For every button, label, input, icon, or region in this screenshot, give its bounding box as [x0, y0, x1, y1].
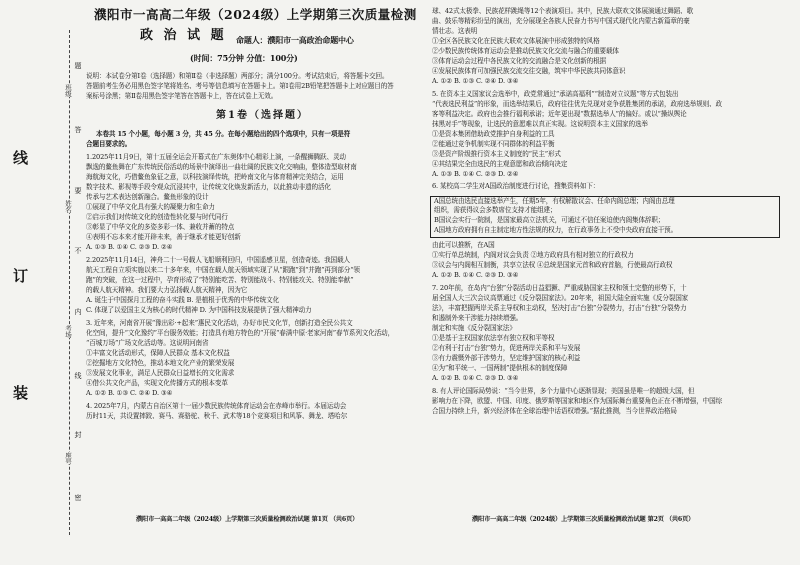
- question-line: 制定和实施《反分裂国家法》: [432, 324, 516, 332]
- gutter-word: 装: [11, 385, 29, 402]
- gutter-label: 密: [74, 494, 82, 501]
- gutter-label: 封: [74, 431, 82, 438]
- question-line: 球、42式太极拳、民族花样跳绳等12个表演项目。其中，民族大联欢文体展演通过舞蹈、歌: [432, 7, 694, 15]
- option-line: ③彰显了中华文化的多姿多彩一体、兼收并蓄的特点: [86, 223, 235, 231]
- section-intro: 合题目要求的。: [86, 140, 132, 148]
- option-line: ②有利于打击“台独”势力，促进两岸关系和平与发展: [432, 344, 581, 352]
- answer-choices: C. 体现了以爱国主义为核心的时代精神 D. 为中国科技发展提供了强大精神动力: [86, 306, 312, 314]
- answer-choices: A. ①③ B. ①④ C. ②③ D. ②④: [432, 170, 519, 178]
- section-intro: 本卷共 15 个小题，每小题 3 分，共 45 分。在每小题给出的四个选项中，只有一项是符: [96, 130, 351, 138]
- option-line: ③是资产阶级推行资本主义制度的“民主”形式: [432, 150, 561, 158]
- option-line: ①全区各民族文化在民族大联欢文体展演中形成独特的风格: [432, 37, 600, 45]
- binding-gutter: [0, 0, 80, 565]
- gutter-field: 座号: [64, 452, 72, 465]
- gutter-field: 考场: [64, 325, 72, 338]
- question-line: 3. 近年来，河南省开展“豫出彩·+起来”惠民文化活动，办好市民文化节，创新打造全民公共文: [86, 319, 353, 327]
- instruction-line: 答题前考生务必用黑色签字笔将姓名、考号等信息填写在答题卡上。第Ⅰ卷用2B铅笔把答题卡上对应题目的答: [86, 82, 394, 90]
- gutter-word: 订: [11, 268, 29, 285]
- question-line: 曲、鼓乐等精彩纷呈的演出，充分展现全各族人民奋力书写中国式现代化内蒙古新篇章的豪: [432, 17, 690, 25]
- option-line: ②能通过竞争机制实现不同群体的利益平衡: [432, 140, 555, 148]
- option-line: ④为“和平统一、一国两制”提供根本的制度保障: [432, 364, 568, 372]
- option-line: ①丰富文化活动形式，保障人民群众 基本文化权益: [86, 349, 230, 357]
- section-title: 第1卷（选择题）: [216, 110, 309, 121]
- exam-meta: (时间：75分钟 分值：100分): [190, 53, 298, 63]
- question-line: 届全国人大三次会议高票通过《反分裂国家法》。20年来，祖国大陆全面实施《反分裂国家: [432, 294, 689, 302]
- question-line: 4. 2025年7月，内蒙古自治区第十一届少数民族传统体育运动会在赤峰市举行。本届运动会: [86, 402, 347, 410]
- gutter-label: 线: [74, 372, 82, 379]
- instruction-line: 案标号涂黑；第Ⅱ卷用黑色签字笔答在答题卡上，答在试卷上无效。: [86, 92, 278, 100]
- option-line: ①是资本集团借助政党推护自身利益的工具: [432, 130, 555, 138]
- question-line: 2.2025年11月14日，神舟二十一号载人飞船顺利回归，中国遥感卫星，创造奇迹。我国载人: [86, 256, 350, 264]
- answer-choices: A. ①③ B. ①④ C. ②③ D. ②④: [86, 243, 173, 251]
- material-line: B国议会实行一院制，是国家最高立法机关，可通过不信任案迫使内阁集体辞职；: [434, 216, 665, 224]
- gutter-field: 姓名: [64, 200, 72, 213]
- question-line: 6. 某校高二学生对A国政治制度进行讨论，搜集资料如下：: [432, 182, 600, 190]
- answer-choices: A. ①② B. ①③ C. ②④ D. ③④: [86, 389, 173, 397]
- material-line: 组织，需获得议会多数席位支持才能组建；: [434, 206, 557, 214]
- option-line: ③有力震慑外部干涉势力，坚定维护国家的核心利益: [432, 354, 581, 362]
- question-line: 跑”的突破，在这一过程中，孕育形成了“特别能吃苦、特别能战斗、特别能攻关、特别能奉献”: [86, 276, 354, 284]
- answer-choices: A. ①② B. ①④ C. ②③ D. ③④: [432, 374, 519, 382]
- question-line: 航天工程自立项实施以来二十多年来，中国在载人航天领域实现了从“跟跑”到“并跑”再到部分“领: [86, 266, 360, 274]
- answer-choices: A. ①② B. ①③ C. ②④ D. ③④: [432, 77, 519, 85]
- gutter-label: 不: [74, 247, 82, 254]
- question-line: 化空间，提升“文化豫约”平台服务效能；打造具有地方特色的“开展“春满中原·老家河南”春节系列文化活动，: [86, 329, 395, 337]
- option-line: ②启示我们对传统文化的创造性转化要与时代同行: [86, 213, 228, 221]
- option-line: ③议会与内阁相互制衡，共享立法权 ④总统是国家元首和政府首脑，行使最高行政权: [432, 261, 673, 269]
- option-line: ④发展民族体育可加强民族交流交往交融，筑牢中华民族共同体意识: [432, 67, 626, 75]
- question-line: 海航海文化，巧借鳌鱼象征之意，以科技演绎传统，把岭南文化与体育精神完美结合，运用: [86, 173, 344, 181]
- option-line: ①实行单总统制，内阁对议会负责 ②地方政府具有相对独立的行政权力: [432, 251, 634, 259]
- option-line: ④借公共文化产品，实现文化传播方式的根本变革: [86, 379, 228, 387]
- option-line: ④表明不忘本来才能开辟未来，善于继承才能更好创新: [86, 233, 241, 241]
- question-line: 的载人航天精神。我们要大力弘扬载人航天精神，因为它: [86, 286, 248, 294]
- option-line: ②挖掘地方文化特色，推动本地文化产业的繁荣发展: [86, 359, 235, 367]
- exam-title: 濮阳市一高高二年级（2024级）上学期第三次质量检测: [94, 7, 417, 22]
- material-line: A国总统由选民直接选举产生，任期5年，有权解散议会、任命内阁总理；内阁由总理: [434, 197, 675, 205]
- question-line: 法》，丰富把握两岸关系主导权和主动权，坚决打击“台独”分裂势力，打击“台独”分裂势力: [432, 304, 687, 312]
- page-footer: 濮阳市一高高二年级（2024级）上学期第三次质量检测政治试题 第1页 （共6页）: [136, 516, 359, 523]
- material-line: A国地方政府拥有自主制定地方性法规的权力，在行政事务上不受中央政府直接干预。: [434, 226, 678, 234]
- option-line: ②少数民族传统体育运动会是推动民族文化交流与融合的重要载体: [432, 47, 619, 55]
- question-line: 合国力持续上升，新兴经济体在全球治理中话语权增强。”据此推测，当今世界政治格局: [432, 407, 677, 415]
- question-line: 历时11天，共设置摔跤、赛马、赛骆驼、秋千、武术等18个竞赛项目和风筝、舞龙、塔哈尔: [86, 412, 348, 420]
- option-line: ③发展文化事业，满足人民群众日益增长的文化需求: [86, 369, 235, 377]
- gutter-label: 内: [74, 308, 82, 315]
- gutter-label: 题: [74, 62, 82, 69]
- question-line: 情壮志。这表明: [432, 27, 478, 35]
- question-line: 飘逸的鳌鱼舞在广东传统民俗活动的场景中演绎出一曲壮阔的民族文化交响曲，整体造型取材南: [86, 163, 357, 171]
- gutter-label: 答: [74, 126, 82, 133]
- option-line: ④其结果完全由选民的主观意愿和政治倾向决定: [432, 160, 568, 168]
- instruction-line: 说明：本试卷分第Ⅰ卷（选择题）和第Ⅱ卷（非选择题）两部分；满分100分。考试结束后，将答题卡交回。: [86, 72, 389, 80]
- option-line: ①是基于主权国家依法享有独立权和平等权: [432, 334, 555, 342]
- subject-title: 政 治 试 题: [140, 28, 227, 43]
- question-line: “代表选民利益”的形象，而选举结果后，政府往往优先兑现对竞争获胜集团的承诺，政府选举规则、政: [432, 100, 722, 108]
- answer-choices: A. 诞生于中国探月工程的奋斗实践 B. 是植根于优秀的中华传统文化: [86, 296, 280, 304]
- question-line: 数字技术、影视等手段令观众沉浸其中，让传统文化焕发新活力，以此推动非遗的活化: [86, 183, 331, 191]
- gutter-word: 线: [11, 150, 29, 167]
- answer-choices: A. ①② B. ①④ C. ②③ D. ③④: [432, 271, 519, 279]
- gutter-field: 班级: [64, 84, 72, 97]
- question-line: “百城万场”广场文化活动等。这说明河南省: [86, 339, 209, 347]
- question-line: 1.2025年11月9日，第十五届全运会开幕式在广东奥体中心精彩上演，一条醒狮腾跃、灵动: [86, 153, 346, 161]
- question-line: 传承与艺术表达创新融合。鳌鱼形象的设计: [86, 193, 209, 201]
- page-footer: 濮阳市一高高二年级（2024级）上学期第三次质量检测政治试题 第2页 （共6页）: [472, 516, 695, 523]
- question-line: 5. 在资本主义国家议会选举中，政党常通过“承诺高福利”“制造对立议题”等方式包装出: [432, 90, 679, 98]
- question-line: 和遏制外来干涉能力持续增强。: [432, 314, 523, 322]
- question-line: 客等利益决定。政府也会推行福利承诺；近年更出现“数据选举人”的偏好。或以“操纵舆论: [432, 110, 687, 118]
- option-line: ①展现了中华文化具有强大的凝聚力和生命力: [86, 203, 215, 211]
- question-line: 7. 20年前，在岛内“台独”分裂活动日益猖獗、严重威胁国家主权和领土完整的形势下，十: [432, 284, 687, 292]
- option-line: ③体育运动会过程中各民族文化的交流融合是文化创新的根据: [432, 57, 606, 65]
- question-line: 影响力在下降，欧盟、中国、印度、俄罗斯等国家和地区作为国际舞台重要角色正在不断增强，中国综: [432, 397, 722, 405]
- question-line: 抹黑对手”等现象，让选民的意愿难以真正实现。这说明资本主义国家的选举: [432, 120, 648, 128]
- question-line: 由此可以推断，在A国: [432, 241, 495, 249]
- author-line: 命题人：濮阳市一高政治命题中心: [236, 35, 354, 45]
- question-line: 8. 有人评论国际局势说：“当今世界，多个力量中心逐渐显现；美国虽是唯一的超级大国，但: [432, 387, 695, 395]
- gutter-label: 要: [74, 187, 82, 194]
